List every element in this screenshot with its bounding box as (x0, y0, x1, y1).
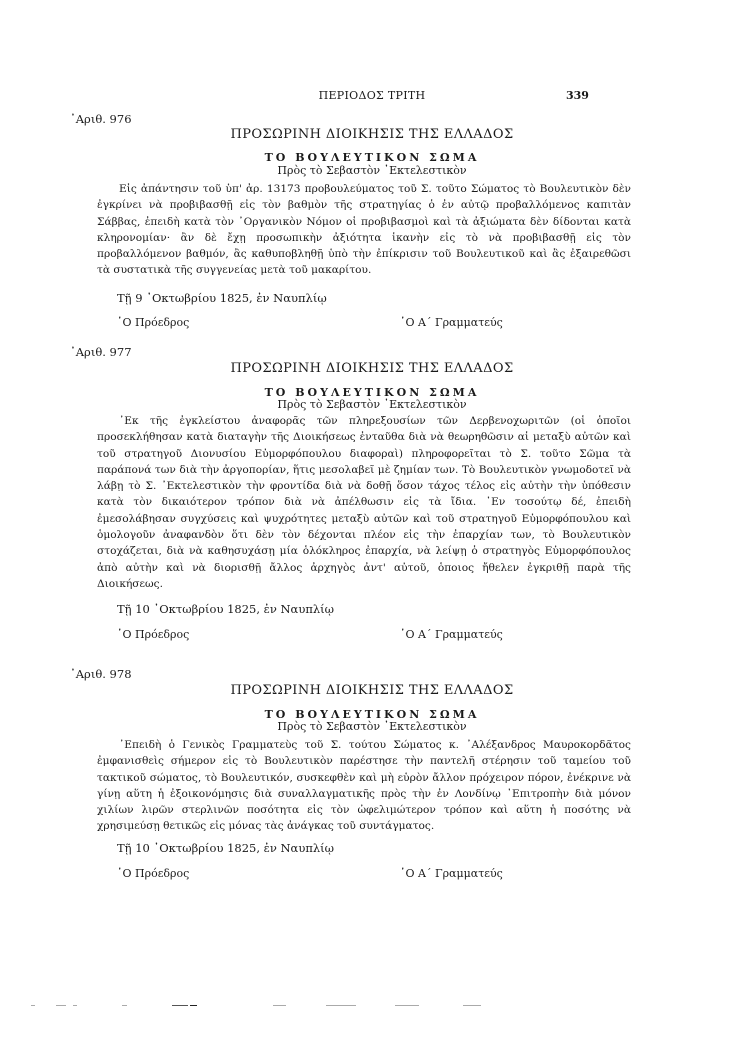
document-number: ᾿Αριθ. 978 (70, 667, 132, 681)
scan-artifact-line (0, 1005, 744, 1009)
issuing-body: ΤΟ ΒΟΥΛΕΥΤΙΚΟΝ ΣΩΜΑ (264, 151, 480, 164)
document-number: ᾿Αριθ. 977 (70, 345, 132, 359)
date-line: Τῇ 9 ᾿Οκτωβρίου 1825, ἐν Ναυπλίῳ (117, 291, 327, 305)
date-line: Τῇ 10 ᾿Οκτωβρίου 1825, ἐν Ναυπλίῳ (117, 841, 335, 855)
issuing-body: ΤΟ ΒΟΥΛΕΥΤΙΚΟΝ ΣΩΜΑ (264, 386, 480, 399)
signature-secretary: ῾Ο Α΄ Γραμματεύς (400, 867, 503, 880)
document-heading: ΠΡΟΣΩΡΙΝΗ ΔΙΟΙΚΗΣΙΣ ΤΗΣ ΕΛΛΑΔΟΣ (230, 683, 514, 698)
document-text: ᾿Εκ τῆς ἐγκλείστου ἀναφορᾶς τῶν πληρεξουσίων τῶν Δερβενοχωριτῶν (οἱ ὁποῖοι προσεκλήθησαν κατὰ διαταγὴν τῆς Διοικήσεως ἐνταῦθα διὰ νὰ θεωρηθῶσιν αἱ μεταξὺ αὐτῶν καὶ τοῦ στρατηγοῦ Διονυσίου Εὐμορφόπουλου διαφοραὶ) πληροφορεῖται τὸ Σ. τοῦτο Σῶμα τὰ παράπονά των διὰ τὴν ἀργοπορίαν, ἥτις μεσολαβεῖ μὲ ζημίαν των. Τὸ Βουλευτικὸν γνωμοδοτεῖ νὰ λάβῃ τὸ Σ. ᾿Εκτελεστικὸν τὴν φροντίδα διὰ νὰ δοθῇ ὅσον τάχος τέλος εἰς αὐτὴν τὴν ὑπόθεσιν κατὰ τὸν δικαιότερον τρόπον διὰ νὰ ἀπέλθωσιν εἰς τὰ ἴδια. ᾿Εν τοσούτῳ δέ, ἐπειδὴ ἐμεσολάβησαν συγχύσεις καὶ ψυχρότητες μεταξὺ αὐτῶν καὶ τοῦ στρατηγοῦ Εὐμορφόπουλου καὶ ὁμολογοῦν ἀναφανδὸν ὅτι δὲν τὸν δέχονται πλέον εἰς τὴν ἐπαρχίαν των, τὸ Βουλευτικὸν στοχάζεται, διὰ νὰ καθησυχάσῃ μία ὁλόκληρος ἐπαρχία, νὰ λείψῃ ὁ στρατηγὸς Εὐμορφόπουλος ἀπὸ αὐτὴν καὶ νὰ διορισθῇ ἄλλος ἀρχηγὸς ἀντ' αὐτοῦ, ὁποιος ἤθελεν ἐγκριθῇ παρὰ τῆς Διοικήσεως. (97, 415, 631, 590)
issuing-body: ΤΟ ΒΟΥΛΕΥΤΙΚΟΝ ΣΩΜΑ (264, 708, 480, 721)
addressee: Πρὸς τὸ Σεβαστὸν ᾿Εκτελεστικὸν (277, 720, 467, 733)
addressee: Πρὸς τὸ Σεβαστὸν ᾿Εκτελεστικὸν (277, 164, 467, 177)
signature-secretary: ῾Ο Α΄ Γραμματεύς (400, 628, 503, 641)
document-text: ᾿Επειδὴ ὁ Γενικὸς Γραμματεὺς τοῦ Σ. τούτου Σώματος κ. ᾿Αλέξανδρος Μαυροκορδᾶτος ἐμφανισθεὶς σήμερον εἰς τὸ Βουλευτικὸν παρέστησε τὴν παντελῆ στέρησιν τοῦ ταμείου τοῦ τακτικοῦ σώματος, τὸ Βουλευτικόν, συσκεφθὲν καὶ μὴ εὑρὸν ἄλλον πρόχειρον πόρον, ἐνέκρινε νὰ γίνῃ αὕτη ἡ ἐξοικονόμησις διὰ συναλλαγματικῆς πρὸς τὴν ἐν Λονδίνῳ ᾿Επιτροπὴν διὰ μόνον χιλίων λιρῶν στερλινῶν ποσότητα εἰς τὸν ὠφελιμώτερον τρόπον καὶ αὕτη ἡ ποσότης νὰ χρησιμεύσῃ θετικῶς εἰς μόνας τὰς ἀνάγκας τοῦ συντάγματος. (97, 739, 631, 833)
page-number: 339 (566, 89, 589, 102)
signature-president: ῾Ο Πρόεδρος (117, 628, 190, 641)
document-text: Εἰς ἀπάντησιν τοῦ ὑπ' ἀρ. 13173 προβουλεύματος τοῦ Σ. τοῦτο Σώματος τὸ Βουλευτικὸν δὲν ἐγκρίνει νὰ προβιβασθῇ εἰς τὸν βαθμὸν τῆς στρατηγίας ὁ ἐν αὐτῷ προβαλλόμενος καπιτὰν Σάββας, ἐπειδὴ κατὰ τὸν ᾿Οργανικὸν Νόμον οἱ προβιβασμοὶ καὶ τὰ ἀξιώματα δὲν δίδονται κατὰ κληρονομίαν· ἂν δὲ ἔχῃ προσωπικὴν ἀξιότητα ἱκανὴν εἰς τὸ νὰ προβιβασθῇ εἰς τὸν προβαλλόμενον βαθμόν, ἂς καθυποβληθῇ ὑπὸ τὴν ἐπίκρισιν τοῦ Βουλευτικοῦ καὶ ἂς ἐξαιρεθῶσι τὰ συστατικὰ τῆς συγγενείας μετὰ τοῦ μακαρίτου. (97, 183, 631, 277)
document-heading: ΠΡΟΣΩΡΙΝΗ ΔΙΟΙΚΗΣΙΣ ΤΗΣ ΕΛΛΑΔΟΣ (230, 361, 514, 376)
document-heading: ΠΡΟΣΩΡΙΝΗ ΔΙΟΙΚΗΣΙΣ ΤΗΣ ΕΛΛΑΔΟΣ (230, 127, 514, 142)
document-number: ᾿Αριθ. 976 (70, 112, 132, 126)
signature-president: ῾Ο Πρόεδρος (117, 867, 190, 880)
addressee: Πρὸς τὸ Σεβαστὸν ᾿Εκτελεστικὸν (277, 398, 467, 411)
signature-secretary: ῾Ο Α΄ Γραμματεύς (400, 316, 503, 329)
signature-president: ῾Ο Πρόεδρος (117, 316, 190, 329)
date-line: Τῇ 10 ᾿Οκτωβρίου 1825, ἐν Ναυπλίῳ (117, 602, 335, 616)
running-head: ΠΕΡΙΟΔΟΣ ΤΡΙΤΗ (318, 89, 426, 102)
